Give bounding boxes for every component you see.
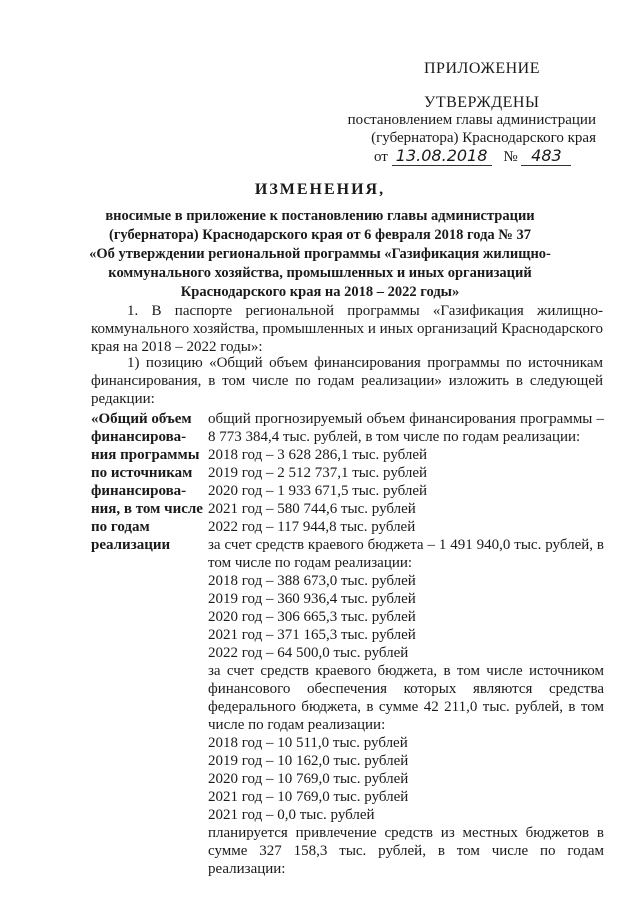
total-year-line: 2019 год – 2 512 737,1 тыс. рублей — [208, 465, 428, 481]
financing-details — [208, 410, 604, 878]
appendix-label: ПРИЛОЖЕНИЕ — [424, 60, 541, 77]
position-label-line: по источникам — [91, 465, 193, 481]
position-label-line: ния программы — [91, 447, 200, 463]
regional-budget-text: за счет средств краевого бюджета – 1 491 940,0 тыс. рублей, в том числе по годам реализации: — [208, 537, 604, 571]
heading-line: (губернатора) Краснодарского края от 6 февраля 2018 года № 37 — [108, 227, 531, 243]
paragraph-2-text: 1) позицию «Общий объем финансирования программы по источникам финансирования, в том числе по годам реализации» изложить в следующей редакции: — [91, 355, 603, 407]
federal-year-line: 2021 год – 0,0 тыс. рублей — [208, 807, 375, 823]
position-label-line: реализации — [91, 537, 171, 553]
total-year-line: 2018 год – 3 628 286,1 тыс. рублей — [208, 447, 428, 463]
total-year-line: 2020 год – 1 933 671,5 тыс. рублей — [208, 483, 428, 499]
position-label — [91, 410, 203, 554]
regional-year-line: 2022 год – 64 500,0 тыс. рублей — [208, 645, 409, 661]
local-budget-text: планируется привлечение средств из местных бюджетов в сумме 327 158,3 тыс. рублей, в том числе по годам реализации: — [208, 825, 604, 877]
regional-year-line: 2020 год – 306 665,3 тыс. рублей — [208, 609, 416, 625]
heading-title: ИЗМЕНЕНИЯ, — [254, 181, 386, 198]
heading-line: Краснодарского края на 2018 – 2022 годы» — [180, 284, 460, 300]
paragraph-2 — [91, 354, 603, 408]
position-label-line: ния, в том числе — [91, 501, 203, 517]
heading-line: коммунального хозяйства, промышленных и иных организаций — [108, 265, 532, 281]
number-label: № — [503, 149, 518, 165]
approved-label: УТВЕРЖДЕНЫ — [424, 94, 540, 111]
regional-year-line: 2021 год – 371 165,3 тыс. рублей — [208, 627, 416, 643]
federal-year-line: 2018 год – 10 511,0 тыс. рублей — [208, 735, 408, 751]
approval-line-2: (губернатора) Краснодарского края — [371, 130, 596, 146]
decree-date-number — [374, 147, 571, 166]
from-label: от — [374, 149, 388, 165]
position-label-line: финансирова- — [91, 429, 187, 445]
document-heading — [60, 181, 580, 302]
position-label-line: финансирова- — [91, 483, 187, 499]
regional-year-line: 2019 год – 360 936,4 тыс. рублей — [208, 591, 416, 607]
total-year-line: 2021 год – 580 744,6 тыс. рублей — [208, 501, 416, 517]
decree-date: 13.08.2018 — [392, 147, 492, 166]
federal-budget-text: за счет средств краевого бюджета, в том числе источником финансового обеспечения которых являются средства федерального бюджета, в сумме 42 211,0 тыс. рублей, в том числе по годам реализации: — [208, 663, 604, 733]
heading-line: «Об утверждении региональной программы «Газификация жилищно- — [89, 246, 551, 262]
federal-year-line: 2019 год – 10 162,0 тыс. рублей — [208, 753, 409, 769]
federal-year-line: 2021 год – 10 769,0 тыс. рублей — [208, 789, 409, 805]
total-year-line: 2022 год – 117 944,8 тыс. рублей — [208, 519, 416, 535]
approval-line-1: постановлением главы администрации — [347, 112, 596, 128]
position-label-line: «Общий объем — [91, 411, 192, 427]
position-label-line: по годам — [91, 519, 150, 535]
paragraph-1-text: 1. В паспорте региональной программы «Газификация жилищно-коммунального хозяйства, промышленных и иных организаций Краснодарского края на 2018 – 2022 годы»: — [91, 303, 603, 355]
regional-year-line: 2018 год – 388 673,0 тыс. рублей — [208, 573, 416, 589]
paragraph-1 — [91, 302, 603, 356]
heading-line: вносимые в приложение к постановлению главы администрации — [105, 208, 535, 224]
total-financing-text: общий прогнозируемый объем финансирования программы – 8 773 384,4 тыс. рублей, в том числе по годам реализации: — [208, 411, 604, 445]
federal-year-line: 2020 год – 10 769,0 тыс. рублей — [208, 771, 409, 787]
decree-number: 483 — [521, 147, 571, 166]
